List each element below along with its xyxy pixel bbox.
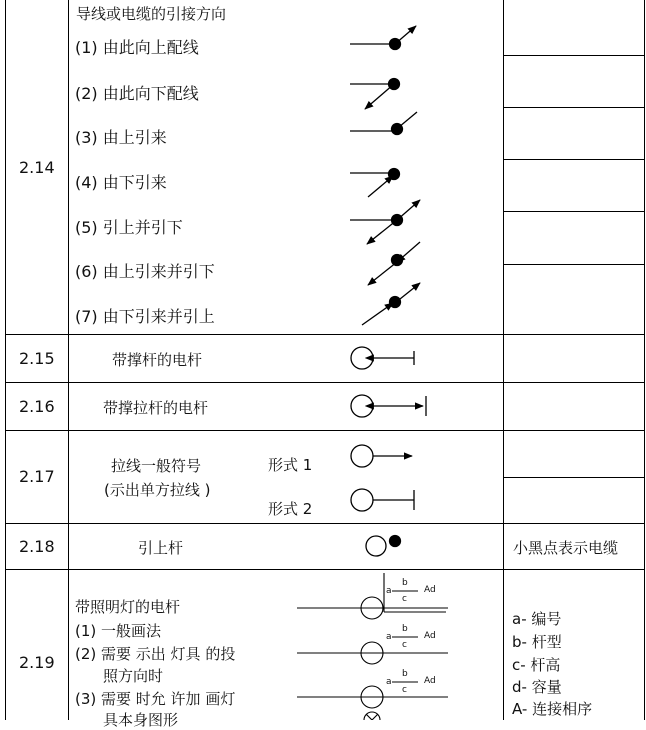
- pole-with-strut-symbol: [351, 347, 414, 369]
- row-2-14-item-2: (2) 由此向下配线: [75, 84, 199, 103]
- row-2-17-form-1: 形式 1: [268, 456, 313, 474]
- row-2-18-name: 引上杆: [138, 539, 184, 557]
- sym1-label-Ad: Ad: [424, 585, 436, 595]
- sym3-label-a: a: [386, 677, 392, 687]
- row-2-17-name-line-1: 拉线一般符号: [111, 457, 202, 475]
- sym3-label-Ad: Ad: [424, 676, 436, 686]
- sym2-label-Ad: Ad: [424, 631, 436, 641]
- row-2-19-note-A: A- 连接相序: [512, 700, 593, 718]
- sym2-label-a: a: [386, 632, 392, 642]
- row-2-19-note-d: d- 容量: [512, 678, 562, 696]
- row-2-16-name: 带撑拉杆的电杆: [103, 399, 209, 417]
- row-2-15-name: 带撑杆的电杆: [112, 351, 203, 369]
- sym2-label-c: c: [402, 640, 407, 650]
- row-2-14-item-6: (6) 由上引来并引下: [75, 262, 215, 281]
- row-2-14-item-3: (3) 由上引来: [75, 128, 167, 147]
- guy-wire-symbols: [351, 445, 414, 511]
- sym1-label-a: a: [386, 586, 392, 596]
- row-number-2-18: 2.18: [19, 537, 55, 556]
- pole-with-strut-guy-symbol: [351, 395, 426, 417]
- sym3-label-c: c: [402, 685, 407, 695]
- row-2-17-name-line-2: (示出单方拉线 ): [104, 481, 211, 499]
- row-2-14-item-7: (7) 由下引来并引上: [75, 307, 215, 326]
- row-2-14-item-1: (1) 由此向上配线: [75, 38, 199, 57]
- row-2-19-line-5: (3) 需要 时允 许加 画灯: [75, 690, 236, 708]
- row-2-17-form-2: 形式 2: [268, 500, 313, 518]
- row-2-19-line-1: 带照明灯的电杆: [75, 598, 181, 616]
- row-number-2-19: 2.19: [19, 653, 55, 672]
- row-2-19-line-6: 具本身图形: [103, 711, 179, 729]
- row-number-2-14: 2.14: [19, 158, 55, 177]
- row-number-2-15: 2.15: [19, 349, 55, 368]
- row-2-19-line-4: 照方向时: [103, 667, 164, 685]
- sym1-label-c: c: [402, 594, 407, 604]
- sym3-label-b: b: [402, 669, 408, 679]
- row-number-2-17: 2.17: [19, 467, 55, 486]
- row-2-14-item-4: (4) 由下引来: [75, 173, 167, 192]
- row-2-19-note-c: c- 杆高: [512, 656, 561, 674]
- riser-pole-symbol: [366, 536, 401, 557]
- row-2-14-item-5: (5) 引上并引下: [75, 218, 183, 237]
- row-2-18-note: 小黑点表示电缆: [513, 539, 619, 557]
- row-2-14-header: 导线或电缆的引接方向: [76, 5, 227, 23]
- row-2-19-line-2: (1) 一般画法: [75, 622, 162, 640]
- sym1-label-b: b: [402, 578, 408, 588]
- row-2-19-note-b: b- 杆型: [512, 633, 562, 651]
- row-number-2-16: 2.16: [19, 397, 55, 416]
- row-2-19-note-a: a- 编号: [512, 610, 562, 628]
- lighting-pole-symbols: [297, 573, 448, 720]
- wiring-direction-symbols: [350, 26, 420, 325]
- sym2-label-b: b: [402, 624, 408, 634]
- row-2-19-line-3: (2) 需要 示出 灯具 的投: [75, 645, 236, 663]
